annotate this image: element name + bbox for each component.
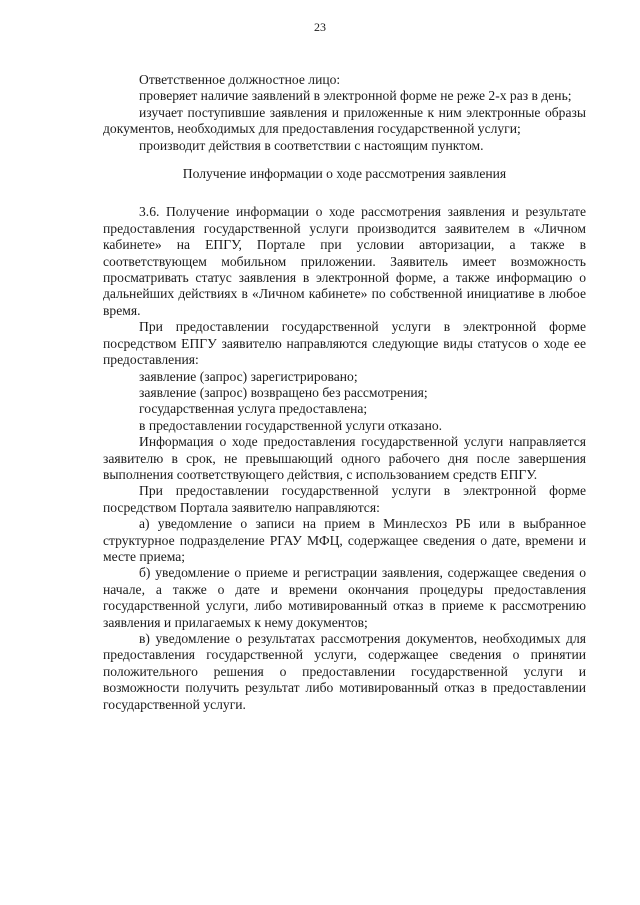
page-number: 23 bbox=[314, 20, 326, 34]
duty-check-applications: проверяет наличие заявлений в электронной форме не реже 2-х раз в день; bbox=[139, 88, 572, 104]
duty-perform-actions: производит действия в соответствии с настоящим пунктом. bbox=[139, 137, 484, 153]
notification-a: а) уведомление о записи на прием в Минлесхоз РБ или в выбранное структурное подразделение РГАУ МФЦ, содержащее сведения о дате, времени и месте приема; bbox=[103, 516, 586, 564]
epgu-statuses-intro: При предоставлении государственной услуги в электронной форме посредством ЕПГУ заявителю направляются следующие виды статусов о ходе ее предоставления: bbox=[103, 319, 586, 368]
duty-study-applications: изучает поступившие заявления и приложенные к ним электронные образы документов, необходимых для предоставления государственной услуги; bbox=[103, 104, 586, 137]
status-refused: в предоставлении государственной услуги отказано. bbox=[139, 417, 443, 433]
responsible-official-intro: Ответственное должностное лицо: bbox=[139, 72, 341, 87]
clause-3-6: 3.6. Получение информации о ходе рассмотрения заявления и результате предоставления государственной услуги производится заявителем в «Личном кабинете» на ЕПГУ, Портале при условии авторизации, а также в соответствующем мобильном приложении. Заявитель имеет возможность просматривать статус заявления в электронной форме, а также информацию о дальнейших действиях в «Личном кабинете» по собственной инициативе в любое время. bbox=[103, 204, 586, 318]
status-returned: заявление (запрос) возвращено без рассмотрения; bbox=[139, 384, 428, 400]
status-timing-info: Информация о ходе предоставления государственной услуги направляется заявителю в срок, не превышающий одного рабочего дня после завершения выполнения соответствующего действия, с использованием средств ЕПГУ. bbox=[103, 434, 586, 482]
section-heading: Получение информации о ходе рассмотрения заявления bbox=[182, 166, 507, 182]
status-provided: государственная услуга предоставлена; bbox=[139, 401, 368, 417]
portal-notifications-intro: При предоставлении государственной услуги в электронной форме посредством Портала заявителю направляются: bbox=[103, 483, 586, 515]
document-body bbox=[103, 72, 586, 713]
notification-c: в) уведомление о результатах рассмотрения документов, необходимых для предоставления государственной услуги, содержащее сведения о принятии положительного решения о предоставлении государственной услуги и возможности получить результат либо мотивированный отказ в предоставлении государственной услуги. bbox=[103, 631, 586, 712]
status-registered: заявление (запрос) зарегистрировано; bbox=[139, 368, 358, 384]
notification-b: б) уведомление о приеме и регистрации заявления, содержащее сведения о начале, а также о дате и времени окончания процедуры предоставления государственной услуги, либо мотивированный отказ в приеме к рассмотрению заявления и прилагаемых к нему документов; bbox=[103, 565, 586, 630]
